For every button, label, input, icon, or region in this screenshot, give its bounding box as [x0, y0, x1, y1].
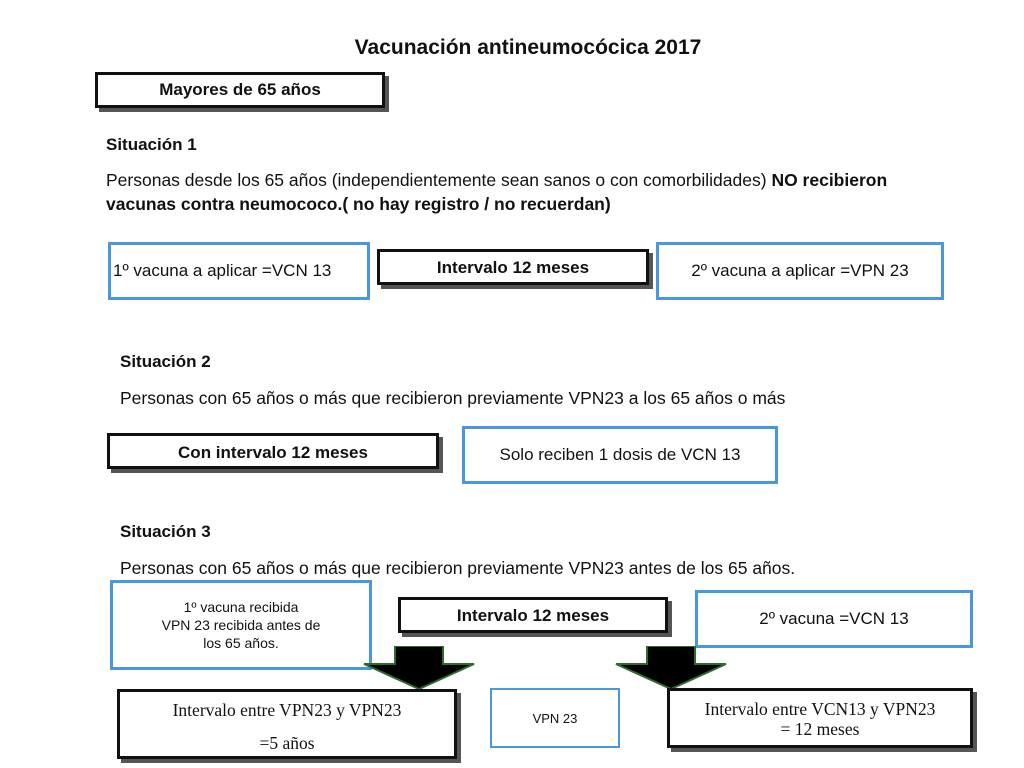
- s3-interval-box: [398, 597, 668, 633]
- down-arrow-right-icon: [614, 646, 728, 690]
- situation-2-description: Personas con 65 años o más que recibieron previamente VPN23 a los 65 años o más: [120, 388, 786, 408]
- group-label: Mayores de 65 años: [159, 80, 321, 99]
- s1-interval-text: Intervalo 12 meses: [436, 258, 590, 277]
- situation-1-description: [106, 168, 926, 216]
- situation-2-heading: Situación 2: [120, 352, 211, 371]
- s3-middle-result-text: VPN 23: [532, 710, 578, 726]
- s3-interval-text: Intervalo 12 meses: [456, 606, 610, 625]
- situation-3-heading: Situación 3: [120, 522, 211, 541]
- s3-left-result-box: [117, 689, 457, 759]
- s3-right-result-box: [667, 688, 973, 748]
- s3-left-result-line1: Intervalo entre VPN23 y VPN23: [172, 700, 402, 720]
- s3-right-result-line1: Intervalo entre VCN13 y VPN23: [704, 699, 936, 719]
- s3-middle-result-box: [490, 688, 620, 748]
- s2-result-box: [462, 426, 778, 484]
- s3-left-result-line2: =5 años: [259, 733, 315, 753]
- situation-1-text-bold: NO recibieron vacunas contra neumococo.( no hay registro / no recuerdan): [106, 170, 888, 214]
- s1-interval-box: [377, 249, 649, 285]
- s3-second-vaccine-text: 2º vacuna =VCN 13: [759, 609, 909, 628]
- s3-received-line1: 1º vacuna recibida: [183, 599, 299, 615]
- situation-1-text: Personas desde los 65 años (independientemente sean sanos o con comorbilidades): [106, 170, 772, 190]
- s3-right-result-line2: = 12 meses: [780, 719, 860, 739]
- s2-interval-box: [107, 433, 439, 469]
- s1-second-vaccine-box: [656, 242, 944, 300]
- page-title: Vacunación antineumocócica 2017: [354, 36, 702, 59]
- s1-first-vaccine-text: 1º vacuna a aplicar =VCN 13: [113, 261, 332, 280]
- s3-received-box: [110, 580, 372, 670]
- s1-second-vaccine-text: 2º vacuna a aplicar =VPN 23: [691, 261, 909, 280]
- s3-second-vaccine-box: [695, 590, 973, 648]
- situation-1-heading: Situación 1: [106, 135, 197, 154]
- s3-received-line2: VPN 23 recibida antes de: [161, 617, 321, 633]
- s2-result-text: Solo reciben 1 dosis de VCN 13: [499, 445, 741, 464]
- s1-first-vaccine-box: [108, 242, 370, 300]
- down-arrow-left-icon: [362, 646, 476, 690]
- group-label-box: [95, 72, 385, 108]
- s3-received-line3: los 65 años.: [203, 635, 279, 651]
- s2-interval-text: Con intervalo 12 meses: [178, 443, 368, 462]
- situation-3-description: Personas con 65 años o más que recibieron previamente VPN23 antes de los 65 años.: [120, 558, 796, 578]
